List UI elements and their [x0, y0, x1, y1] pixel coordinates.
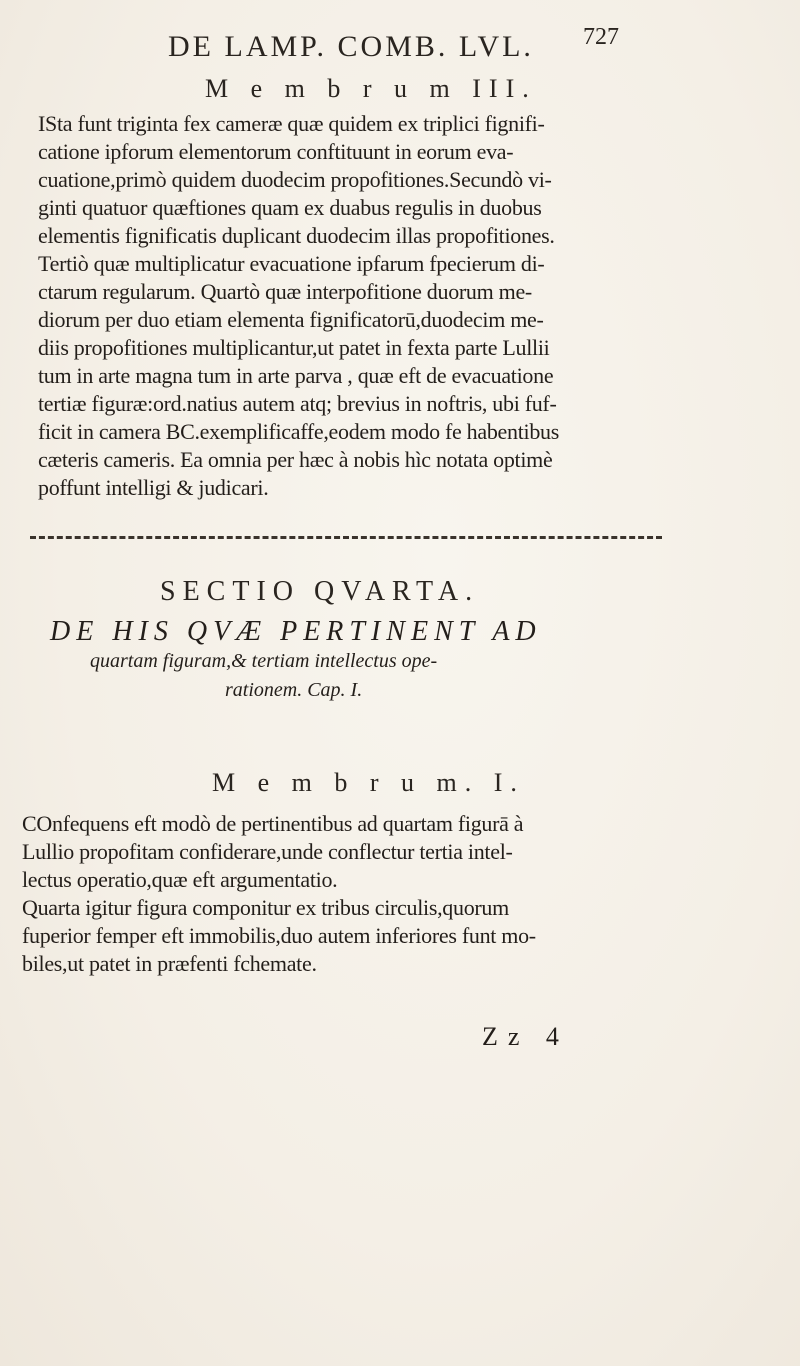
membrum-1-paragraph — [22, 810, 662, 978]
text-line: ISta funt triginta fex cameræ quæ quidem ex triplici fignifi- — [38, 111, 545, 136]
text-line: ctarum regularum. Quartò quæ interpofitione duorum me- — [38, 279, 532, 304]
text-line: diorum per duo etiam elementa fignificatorū,duodecim me- — [38, 307, 544, 332]
section-divider-rule — [30, 536, 662, 539]
chapter-title-line-2: quartam figuram,& tertiam intellectus ope- — [90, 650, 438, 672]
page-number: 727 — [583, 24, 619, 50]
chapter-title-line-1: DE HIS QVÆ PERTINENT AD — [50, 616, 542, 647]
text-line: ficit in camera BC.exemplificaffe,eodem modo fe habentibus — [38, 419, 559, 444]
sectio-heading: SECTIO QVARTA. — [160, 576, 480, 607]
text-line: fuperior femper eft immobilis,duo autem inferiores funt mo- — [22, 923, 536, 948]
text-line: poffunt intelligi & judicari. — [38, 475, 269, 500]
membrum-3-paragraph — [38, 110, 663, 502]
text-line: Quarta igitur figura componitur ex tribus circulis,quorum — [22, 895, 509, 920]
chapter-title — [50, 616, 690, 702]
membrum-1-heading: M e m b r u m. I. — [212, 768, 525, 797]
text-line: Tertiò quæ multiplicatur evacuatione ipfarum fpecierum di- — [38, 251, 545, 276]
chapter-title-line-3: rationem. Cap. I. — [225, 679, 363, 701]
text-line: cæteris cameris. Ea omnia per hæc à nobis hìc notata optimè — [38, 447, 553, 472]
text-line: cuatione,primò quidem duodecim propofitiones.Secundò vi- — [38, 167, 552, 192]
text-line: biles,ut patet in præfenti fchemate. — [22, 951, 317, 976]
text-line: catione ipforum elementorum conftituunt in eorum eva- — [38, 139, 514, 164]
text-line: elementis fignificatis duplicant duodecim illas propofitiones. — [38, 223, 555, 248]
text-line: COnfequens eft modò de pertinentibus ad quartam figurā à — [22, 811, 524, 836]
running-head: DE LAMP. COMB. LVL. — [168, 30, 534, 63]
text-line: Lullio propofitam confiderare,unde conflectur tertia intel- — [22, 839, 513, 864]
membrum-3-heading: M e m b r u m III. — [205, 74, 537, 103]
text-line: tertiæ figuræ:ord.natius autem atq; brevius in noftris, ubi fuf- — [38, 391, 557, 416]
text-line: lectus operatio,quæ eft argumentatio. — [22, 867, 338, 892]
signature-mark: Zz 4 — [482, 1022, 569, 1051]
text-line: ginti quatuor quæftiones quam ex duabus regulis in duobus — [38, 195, 542, 220]
text-line: diis propofitiones multiplicantur,ut patet in fexta parte Lullii — [38, 335, 550, 360]
text-line: tum in arte magna tum in arte parva , quæ eft de evacuatione — [38, 363, 554, 388]
